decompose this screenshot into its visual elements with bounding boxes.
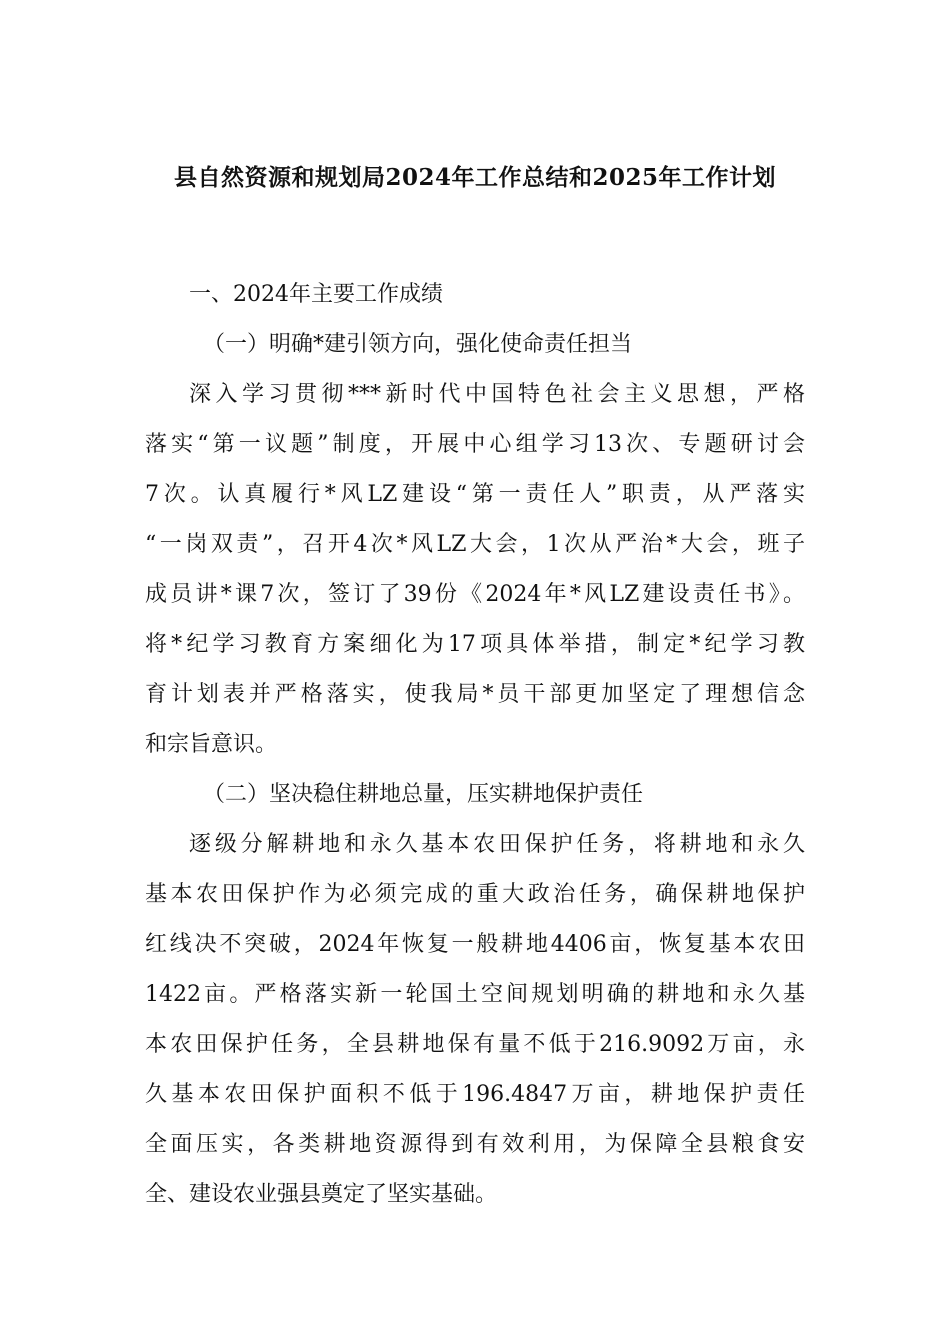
paragraph: [145, 820, 805, 1220]
paragraph-line: 成员讲*课7次，签订了39份《2024年*风LZ建设责任书》。: [145, 582, 805, 607]
paragraph-line: 本农田保护任务，全县耕地保有量不低于216.9092万亩，永: [145, 1032, 805, 1057]
paragraph-line: 和宗旨意识。: [145, 732, 278, 757]
paragraph-line: 红线决不突破，2024年恢复一般耕地4406亩，恢复基本农田: [145, 932, 805, 957]
document-body: [145, 270, 805, 1220]
paragraph-line: 7次。认真履行*风LZ建设“第一责任人”职责，从严落实: [145, 482, 805, 507]
paragraph-line: 久基本农田保护面积不低于196.4847万亩，耕地保护责任: [145, 1082, 805, 1107]
paragraph: [145, 370, 805, 770]
paragraph-line: 逐级分解耕地和永久基本农田保护任务，将耕地和永久: [189, 832, 805, 857]
paragraph-line: 深入学习贯彻***新时代中国特色社会主义思想，严格: [189, 382, 805, 407]
section-heading: 一、2024年主要工作成绩: [189, 282, 443, 307]
document-title: 县自然资源和规划局2024年工作总结和2025年工作计划: [173, 164, 777, 191]
paragraph-line: 基本农田保护作为必须完成的重大政治任务，确保耕地保护: [145, 882, 805, 907]
paragraph-line: 1422亩。严格落实新一轮国土空间规划明确的耕地和永久基: [145, 982, 805, 1007]
paragraph-line: 将*纪学习教育方案细化为17项具体举措，制定*纪学习教: [145, 632, 805, 657]
paragraph-line: 落实“第一议题”制度，开展中心组学习13次、专题研讨会: [145, 432, 805, 457]
paragraph-line: 全面压实，各类耕地资源得到有效利用，为保障全县粮食安: [145, 1132, 805, 1157]
subsection-heading: （二）坚决稳住耕地总量，压实耕地保护责任: [203, 782, 644, 807]
paragraph-line: 全、建设农业强县奠定了坚实基础。: [145, 1182, 498, 1207]
subsection-heading: （一）明确*建引领方向，强化使命责任担当: [203, 332, 633, 357]
paragraph-line: “一岗双责”，召开4次*风LZ大会，1次从严治*大会，班子: [145, 532, 805, 557]
paragraph-line: 育计划表并严格落实，使我局*员干部更加坚定了理想信念: [145, 682, 805, 707]
